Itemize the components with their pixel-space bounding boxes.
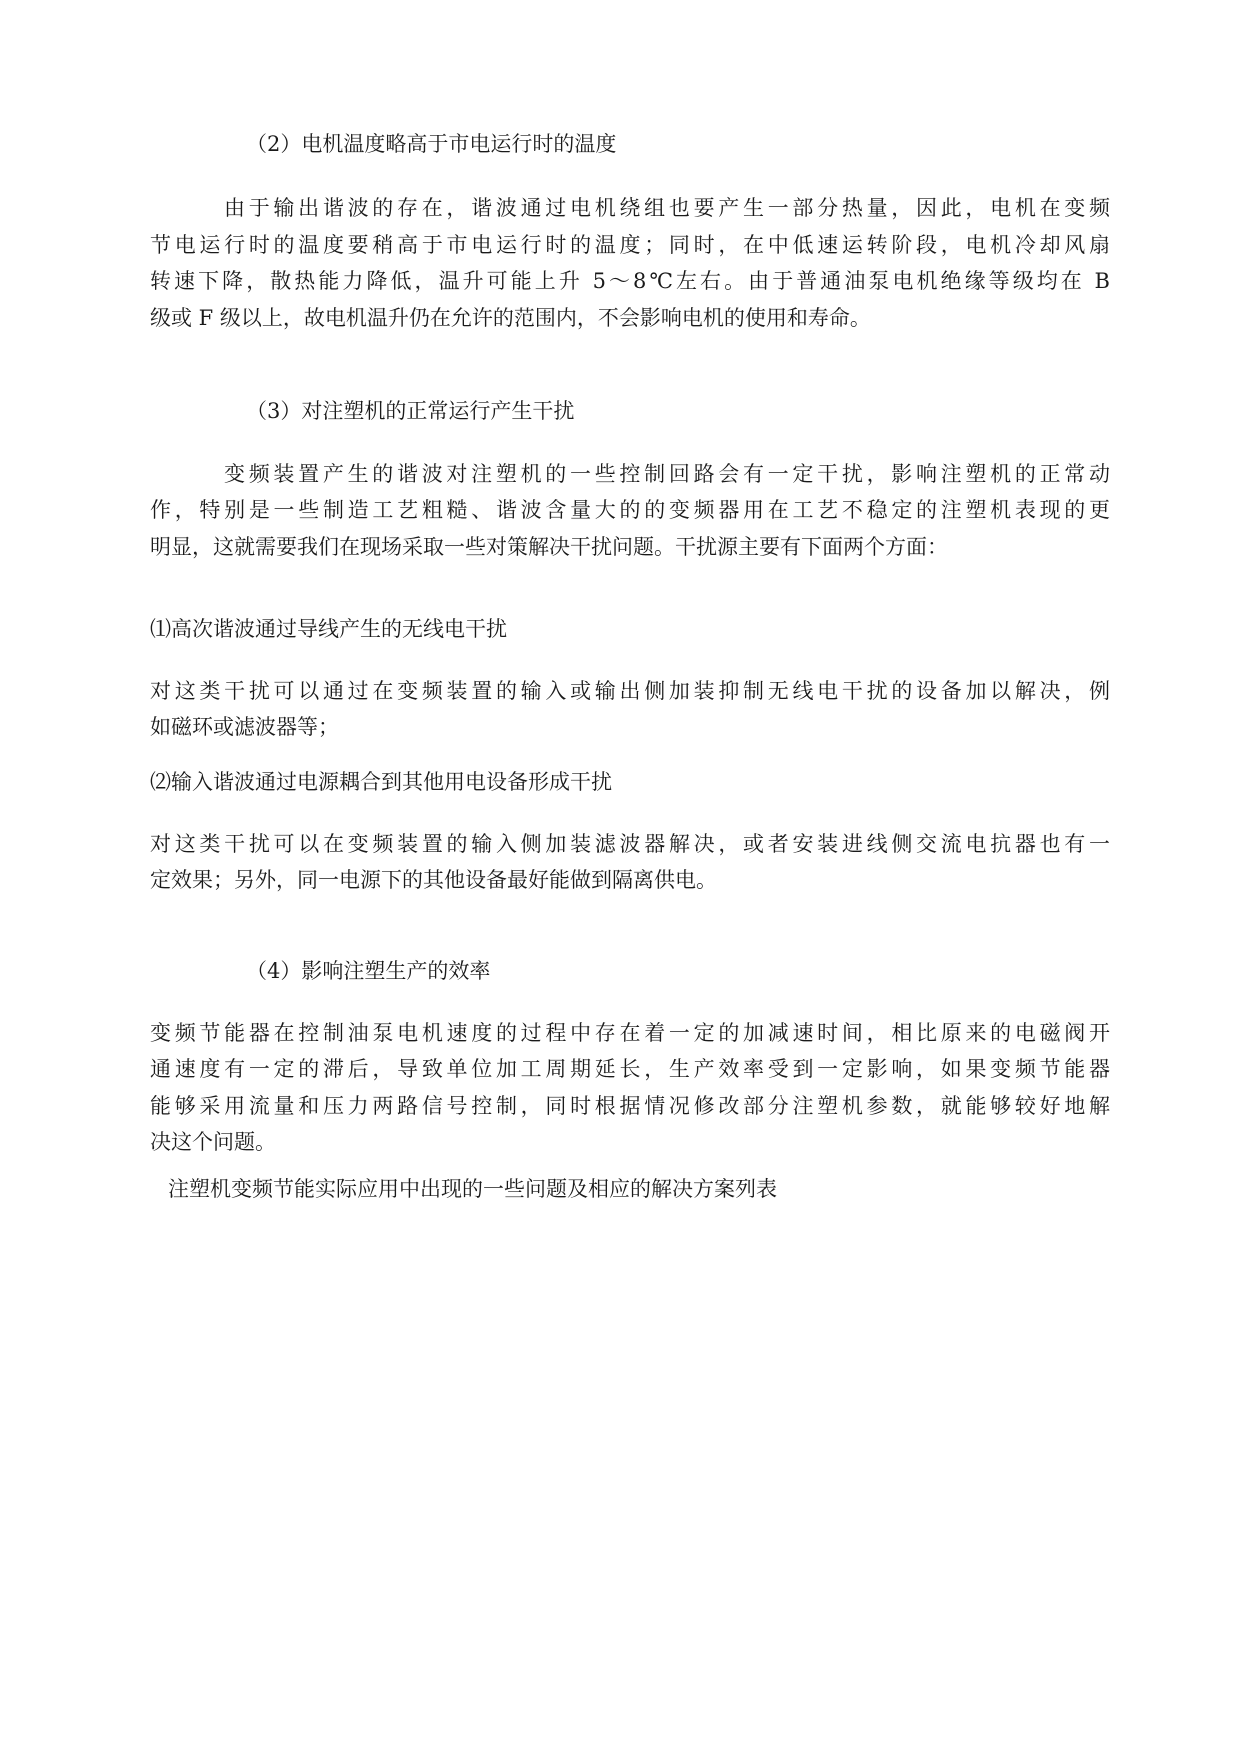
- section-3-paragraph-line: 作，特别是一些制造工艺粗糙、谐波含量大的的变频器用在工艺不稳定的注塑机表现的更: [150, 498, 1110, 522]
- subsection-2-paragraph-line: 定效果；另外，同一电源下的其他设备最好能做到隔离供电。: [150, 868, 717, 892]
- section-4-paragraph-line: 能够采用流量和压力两路信号控制，同时根据情况修改部分注塑机参数，就能够较好地解: [150, 1094, 1110, 1118]
- section-4-paragraph-line: 通速度有一定的滞后，导致单位加工周期延长，生产效率受到一定影响，如果变频节能器: [150, 1057, 1110, 1081]
- subsection-1-paragraph-line: 对这类干扰可以通过在变频装置的输入或输出侧加装抑制无线电干扰的设备加以解决，例: [150, 679, 1110, 703]
- section-2-paragraph-line: 由于输出谐波的存在，谐波通过电机绕组也要产生一部分热量，因此，电机在变频: [224, 196, 1110, 220]
- subsection-1-heading: ⑴高次谐波通过导线产生的无线电干扰: [150, 617, 507, 641]
- section-2-paragraph-line: 节电运行时的温度要稍高于市电运行时的温度；同时，在中低速运转阶段，电机冷却风扇: [150, 233, 1110, 257]
- section-2-paragraph-line: 转速下降，散热能力降低，温升可能上升 5～8℃左右。由于普通油泵电机绝缘等级均在 B: [150, 269, 1110, 293]
- section-3-heading: （3）对注塑机的正常运行产生干扰: [246, 399, 575, 423]
- section-3-paragraph-line: 明显，这就需要我们在现场采取一些对策解决干扰问题。干扰源主要有下面两个方面：: [150, 535, 948, 559]
- section-4-heading: （4）影响注塑生产的效率: [246, 959, 491, 983]
- table-caption: 注塑机变频节能实际应用中出现的一些问题及相应的解决方案列表: [168, 1177, 777, 1201]
- subsection-2-paragraph-line: 对这类干扰可以在变频装置的输入侧加装滤波器解决，或者安装进线侧交流电抗器也有一: [150, 832, 1110, 856]
- section-4-paragraph-line: 变频节能器在控制油泵电机速度的过程中存在着一定的加减速时间，相比原来的电磁阀开: [150, 1021, 1110, 1045]
- section-2-heading: （2）电机温度略高于市电运行时的温度: [246, 132, 617, 156]
- subsection-2-heading: ⑵输入谐波通过电源耦合到其他用电设备形成干扰: [150, 770, 612, 794]
- section-2-paragraph-line: 级或 F 级以上，故电机温升仍在允许的范围内，不会影响电机的使用和寿命。: [150, 306, 871, 330]
- section-3-paragraph-line: 变频装置产生的谐波对注塑机的一些控制回路会有一定干扰，影响注塑机的正常动: [224, 462, 1110, 486]
- subsection-1-paragraph-line: 如磁环或滤波器等；: [150, 715, 339, 739]
- section-4-paragraph-line: 决这个问题。: [150, 1130, 276, 1154]
